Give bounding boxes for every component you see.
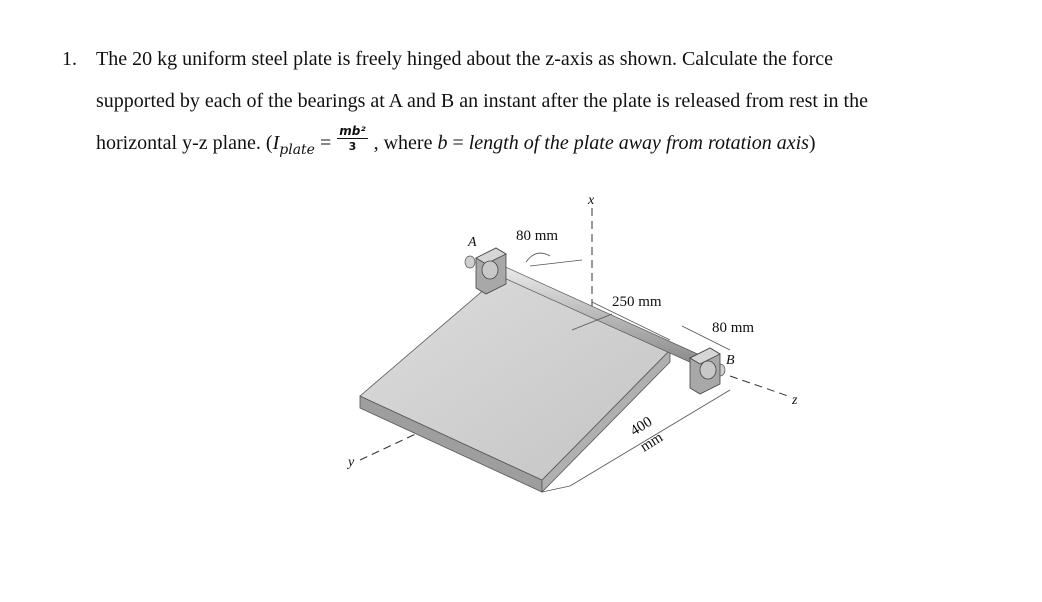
y-axis-line (360, 432, 420, 460)
problem-statement (62, 38, 1022, 164)
dim-80-top-line (530, 260, 582, 266)
x-axis-label: x (588, 193, 595, 208)
b-definition: length of the plate away from rotation axis (468, 132, 809, 154)
y-axis-label: y (348, 455, 355, 470)
fraction-denominator: 3 (348, 139, 357, 153)
dim-400-unit: mm (637, 429, 666, 456)
comma-where: , where (373, 132, 438, 154)
close-paren: ) (808, 132, 816, 154)
equals-sign-2: = (447, 132, 469, 154)
dim-80-top-label: 80 mm (516, 228, 559, 244)
dim-80-top-arc (526, 253, 550, 262)
problem-text-line-2: supported by each of the bearings at A and B an instant after the plate is released from rest in the (96, 90, 868, 112)
problem-line-3 (62, 122, 1022, 164)
inertia-subscript: plate (279, 142, 315, 158)
fraction-numerator: mb² (339, 123, 366, 138)
bearing-b-label: B (726, 353, 735, 368)
equals-sign: = (319, 132, 332, 154)
z-axis-line (730, 376, 788, 396)
bearing-a-label: A (468, 235, 477, 250)
hinged-plate-figure (330, 190, 810, 510)
line3-prefix: horizontal y-z plane. ( (96, 132, 273, 154)
problem-text-line-3 (96, 122, 816, 166)
problem-line-2 (62, 80, 1022, 122)
inertia-symbol: I (272, 132, 280, 154)
problem-text-line-1: The 20 kg uniform steel plate is freely hinged about the z-axis as shown. Calculate the force (96, 48, 833, 70)
dim-80-right-label: 80 mm (712, 320, 755, 336)
inertia-fraction (337, 125, 367, 152)
dim-400-value: 400 (627, 413, 656, 440)
b-variable: b (437, 132, 448, 154)
problem-line-1 (62, 38, 1022, 80)
dim-250-label: 250 mm (612, 294, 662, 310)
z-axis-label: z (792, 393, 798, 408)
problem-number: 1. (62, 48, 77, 70)
shaft-end-a (465, 256, 475, 268)
